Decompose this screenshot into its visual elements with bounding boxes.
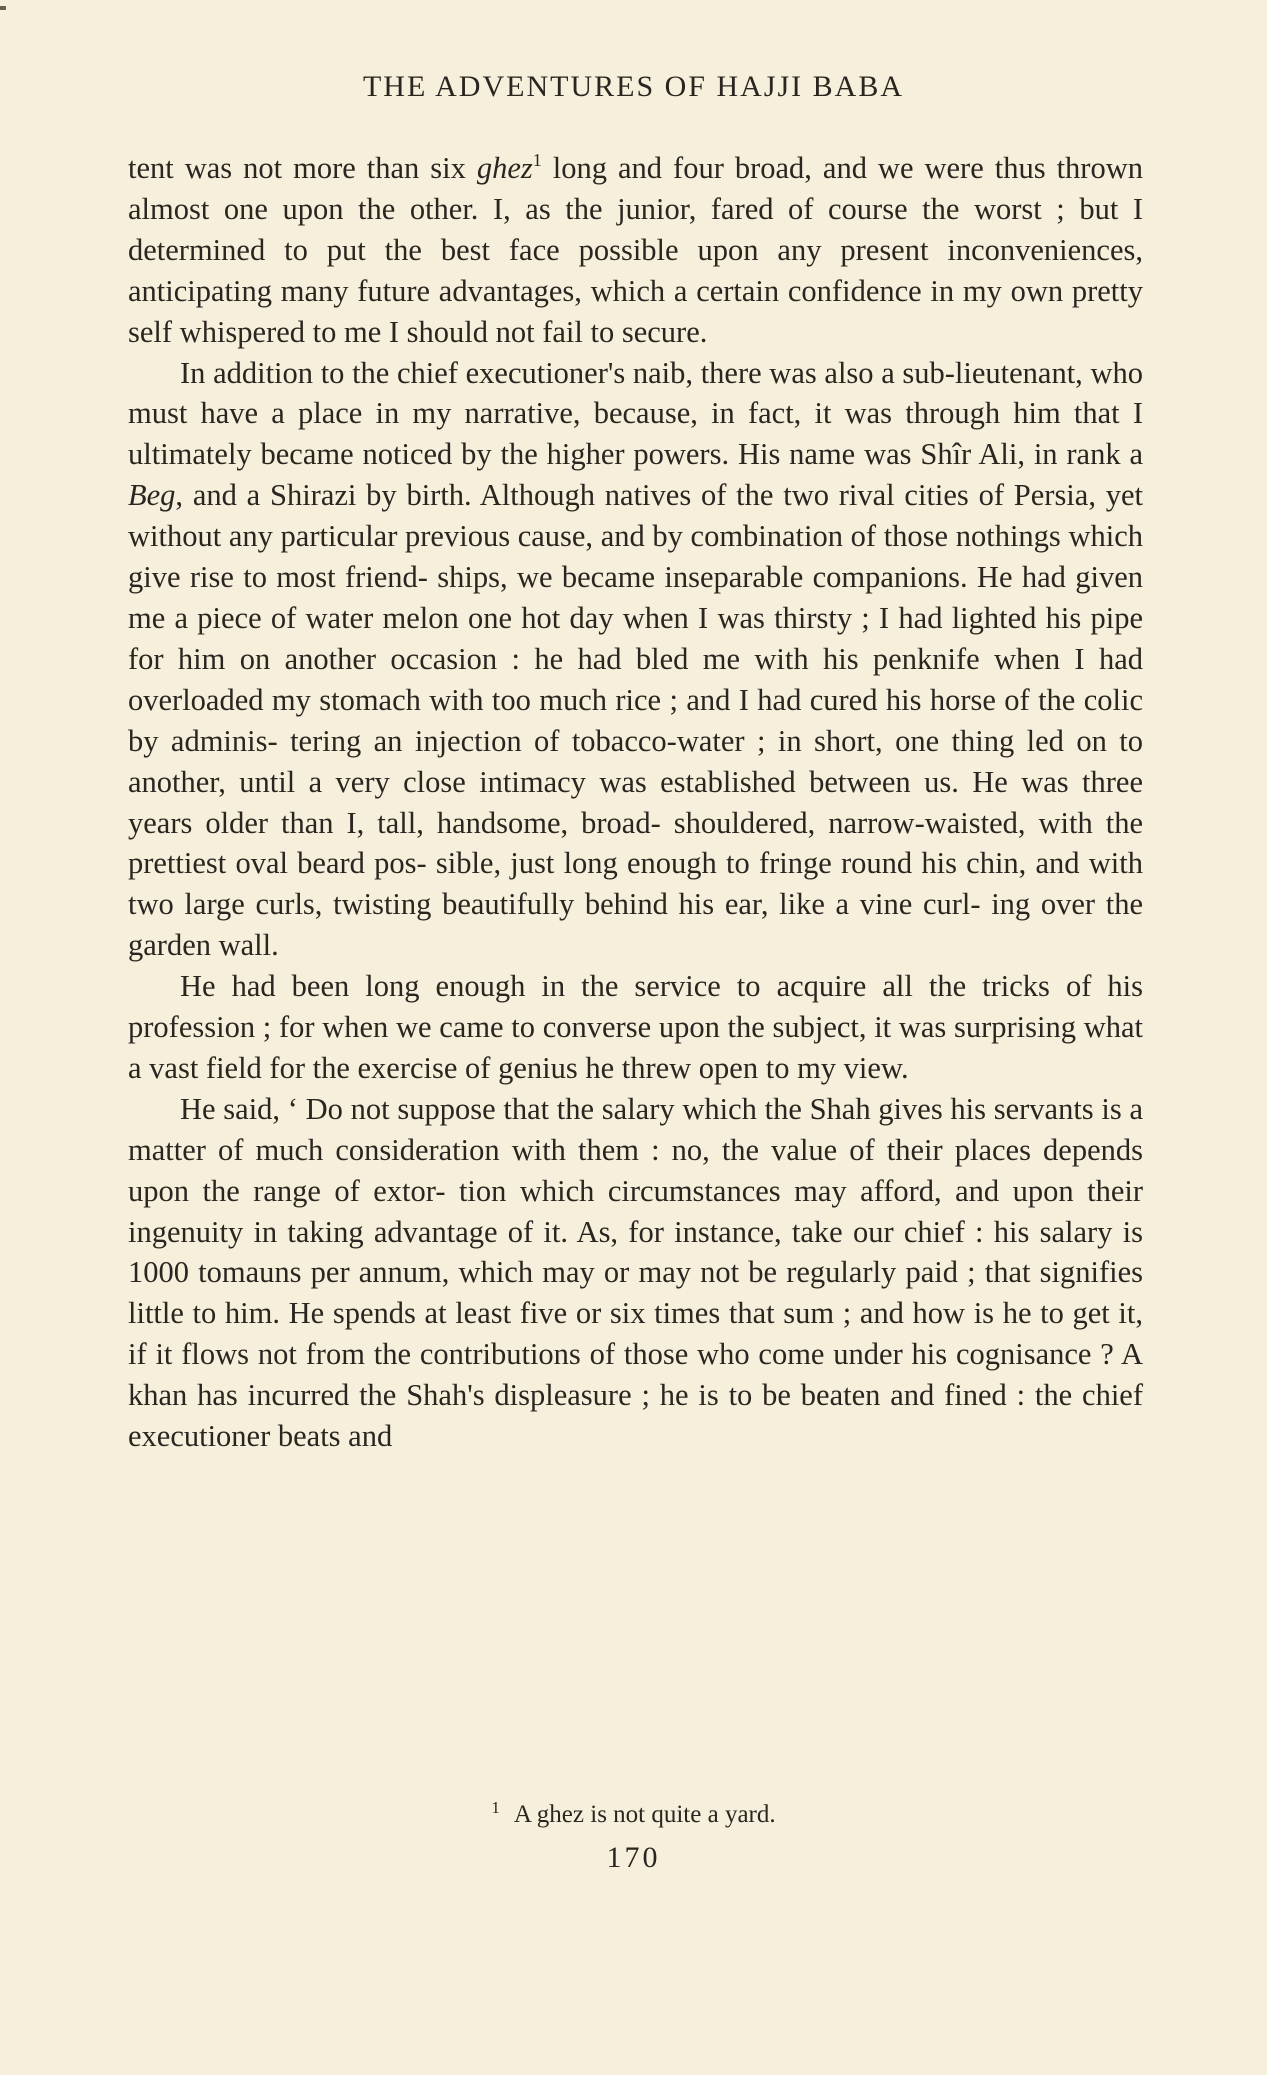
scan-mark xyxy=(0,6,6,10)
paragraph-2-rest: , and a Shirazi by birth. Although natives of the two rival cities of Persia, yet without any particular previous cause, and by combination of those nothings which give rise to most friend- ships, we became inseparable companions. He had given me a piece of water melon one hot day when I was thirsty ; I had lighted his pipe for him on another occasion : he had bled me with his penknife when I had overloaded my stomach with too much rice ; and I had cured his horse of the colic by adminis- tering an injection of tobacco-water ; in short, one thing led on to another, until a very close intimacy was established between us. He was three years older than I, tall, handsome, broad- shouldered, narrow-waisted, with the prettiest oval beard pos- sible, just long enough to fringe round his chin, and with two large curls, twisting beautifully behind his ear, like a vine curl- ing over the garden wall. xyxy=(128,478,1143,963)
paragraph-1-rest: long and four broad, and we were thus thrown almost one upon the other. I, as the junior, fared of course the worst ; but I determined to put the best face possible upon any present inconveniences, anticipating many future advantages, which a certain confidence in my own pretty self whispered to me I should not fail to secure. xyxy=(128,151,1143,349)
paragraph-2-lead: In addition to the chief executioner's naib, there was also a sub-lieutenant, who must have a place in my narrative, because, in fact, it was through him that I ultimately became noticed by the higher powers. His name was Shîr Ali, in rank a xyxy=(128,355,1143,472)
italic-term-ghez: ghez xyxy=(476,151,533,185)
italic-term-beg: Beg xyxy=(128,478,176,513)
paragraph-1-lead: tent was not more than six xyxy=(128,151,477,185)
paragraph-3: He had been long enough in the service to acquire all the tricks of his profession ; for when we came to converse upon the subject, it was surprising what a vast field for the exercise of genius he threw open to my view. xyxy=(128,969,1143,1085)
paragraph-2 xyxy=(128,353,1143,967)
footnote xyxy=(0,1799,1267,1831)
running-head: THE ADVENTURES OF HAJJI BABA xyxy=(362,70,905,103)
paragraph-1 xyxy=(128,148,1143,353)
footnote-text: A ghez is not quite a yard. xyxy=(513,1801,776,1828)
page-number: 170 xyxy=(606,1841,661,1874)
paragraph-4: He said, ‘ Do not suppose that the salary which the Shah gives his servants is a matter of much consideration with them : no, the value of their places depends upon the range of extor- tion which circumstances may afford, and upon their ingenuity in taking advantage of it. As, for instance, take our chief : his salary is 1000 tomauns per annum, which may or may not be regularly paid ; that signifies little to him. He spends at least five or six times that sum ; and how is he to get it, if it flows not from the contributions of those who come under his cognisance ? A khan has incurred the Shah's displeasure ; he is to be beaten and fined : the chief executioner beats and xyxy=(128,1091,1143,1454)
body-text xyxy=(128,148,1143,1457)
footnote-reference: 1 xyxy=(532,150,542,170)
footnote-number: 1 xyxy=(491,1798,500,1817)
